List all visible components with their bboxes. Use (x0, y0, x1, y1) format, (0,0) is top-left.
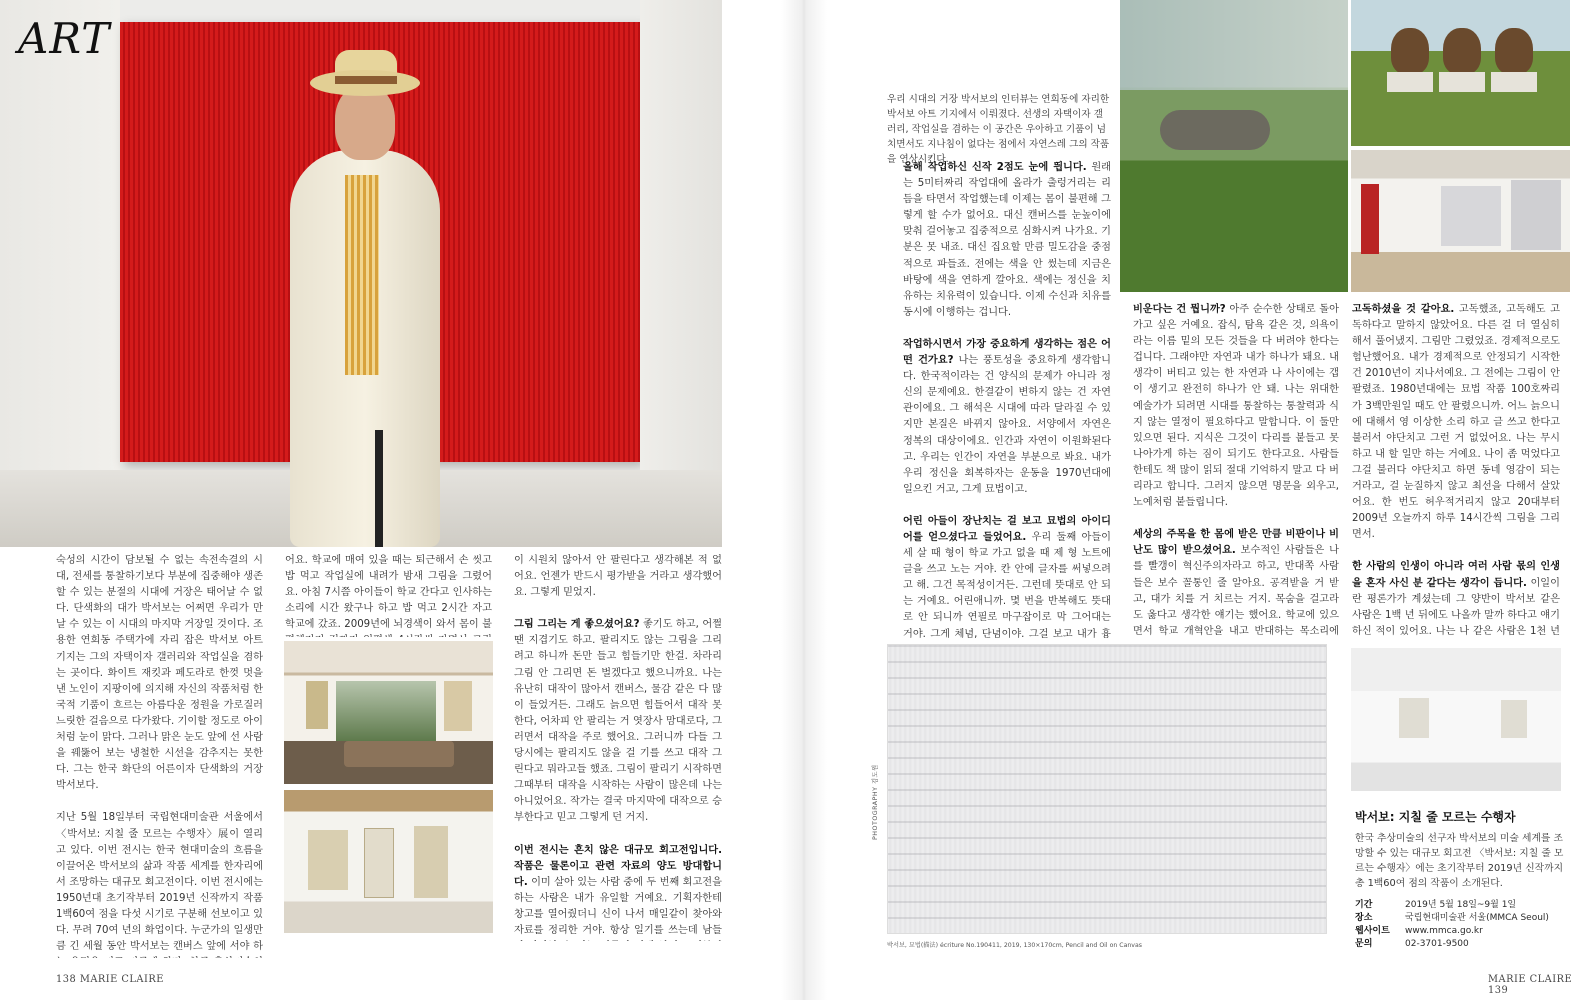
right-column-2 (1133, 302, 1339, 638)
detail-row: 웹사이트 www.mmca.go.kr (1355, 925, 1549, 938)
page-gutter (781, 0, 827, 1000)
qa-block (903, 337, 1111, 498)
bronze-heads-photo (1351, 0, 1570, 146)
exhibition-title: 박서보: 지칠 줄 모르는 수행자 (1355, 810, 1516, 824)
answer: 이일이란 평론가가 계셨는데 그 양반이 박서보 같은 사람은 1백 년 뒤에도 나올까 말까 하다고 얘기하신 적이 있어요. 나는 나 같은 사람은 1천 년 (1352, 577, 1560, 637)
section-title: ART (18, 14, 111, 63)
question: 어린 아들이 장난치는 걸 보고 묘법의 아이디어를 얻으셨다고 들었어요. (903, 515, 1111, 543)
question: 그림 그리는 게 좋으셨어요? (514, 619, 640, 631)
exhibition-description: 한국 추상미술의 선구자 박서보의 미술 세계를 조망할 수 있는 대규모 회고전 〈박서보: 지칠 줄 모르는 수행자〉에는 초기작부터 2019년 신작까지 총 1백60여 점의 작품이 소개된다. (1355, 833, 1564, 889)
answer: 원래는 5미터짜리 작업대에 올라가 출렁거리는 리듬을 타면서 작업했는데 이제는 몸이 불편해 그렇게 할 수가 없어요. 대신 캔버스를 눈높이에 맞춰 걸어놓고 집중적으로 심화시켜 나가요. 기분은 못 내죠. 대신 집요할 만큼 밀도감을 중점적으로 파들죠. 전에는 색을 안 썼는데 지금은 바탕에 색을 연하게 깔아요. 색에는 정신을 치유하는 치유력이 있습니다. 이제 수신과 치유를 동시에 이행하는 겁니다. (903, 162, 1111, 318)
answer: 우리 둘째 아들이 세 살 때 형이 학교 가고 없을 때 제 형 노트에 글을 쓰고 노는 거야. 칸 안에 글자를 써넣으려고 해. 그건 목적성이거든. 그런데 뜻대로 안 되는 거예요. 어린애니까. 몇 번을 반복해도 뜻대로 안 되니까 연필로 마구잡이로 막 그어대는 거야. 그게 체념, 단념이야. 그걸 보고 내가 흉 (903, 531, 1111, 638)
answer: 고독했죠, 고독해도 고독하다고 말하지 않았어요. 다른 걸 더 열심히 해서 풀어냈지. 그림만 그렸었죠. 경제적으로도 험난했어요. 내가 경제적으로 안정되기 시작한 건 2010년이 지나서예요. 그 전에는 그림이 안 팔렸죠. 1980년대에는 묘법 작품 100호짜리가 3백만원일 때도 안 팔렸으니까. 어느 늙으니에 대해서 영 이상한 소리 하고 글 쓰고 한다고 불러서 야단치고 그런 거 없었어요. 나는 무시하고 내 할 일만 하는 거예요. 나이 좀 먹었다고 그걸 불러다 야단치고 하면 동네 영감이 되는 거라고, 걸 눈질하지 않고 최선을 다해서 살았어요. 한 번도 허우적거리지 않고 20대부터 2009년 오늘까지 하루 14시간씩 그림을 그리면서. (1352, 304, 1560, 541)
question: 이번 전시는 흔치 않은 대규모 회고전입니다. 작품은 물론이고 관련 자료의 양도 방대합니다. (514, 844, 722, 888)
ecriture-artwork-photo (887, 644, 1327, 934)
right-column-1 (903, 160, 1111, 638)
artwork-caption: 박서보, 묘법(描法) écriture No.190411, 2019, 130×170cm, Pencil and Oil on Canvas (887, 942, 1142, 949)
detail-row: 장소 국립현대미술관 서울(MMCA Seoul) (1355, 913, 1549, 923)
detail-row: 기간 2019년 5월 18일~9월 1일 (1355, 900, 1517, 910)
answer: 좋기도 하고, 어쩔 땐 지겹기도 하고. 팔리지도 않는 그림을 그리려고 하니까 돈만 들고 힘들기만 한걸. 차라리 그림 안 그리면 돈 벌겠다고 했으니까요. 나는 유난히 대작이 많아서 캔버스, 물감 같은 다 많이 들었거든. 그래도 늙으면 힘들어서 대작 못 한다, 어차피 안 팔리는 거 엿장사 맘대로다, 그러면서 대작을 주로 했어요. 그러니까 다들 그 당시에는 팔리지도 않을 걸 기를 쓰고 대작 그린다고 뭐라고들 했죠. 그림이 팔리기 시작하면 그때부터 대작을 시작하는 사람이 많은데 나는 아니었어요. 작가는 결국 마지막에 대작으로 승부한다고 믿고 그렇게 던 거지. (514, 619, 722, 824)
question: 세상의 주목을 한 몸에 받은 만큼 비판이나 비난도 많이 받으셨어요. (1133, 529, 1339, 557)
question: 한 사람의 인생이 아니라 여러 사람 몫의 인생을 혼자 사신 분 같다는 생각이 듭니다. (1352, 561, 1560, 589)
garden-photo (1120, 0, 1348, 292)
qa-block (1133, 527, 1339, 638)
answer: 아주 순수한 상태로 돌아가고 싶은 거예요. 잡식, 탐욕 같은 것, 의욕이라는 이름 밑의 모든 것들을 다 버려야 한다는 겁니다. 그래야만 자연과 내가 하나가 돼요. 내 생각이 버티고 있는 한 자연과 나 사이에는 갭이 생기고 완전히 하나가 안 돼. 나는 위대한 예술가가 되려면 시대를 통찰하는 통찰력과 식지 않는 열정이 필요하다고 말합니다. 이 둘만 있으면 된다. 지식은 그것이 다리를 붙들고 못 나아가게 하는 짐이 되기도 한다고요. 사람들한테도 책 많이 읽되 절대 기억하지 말고 다 버리라고 합니다. 그러지 않으면 명문을 외우고, 노예처럼 붙들립니다. (1133, 304, 1339, 509)
answer: 이미 살아 있는 사람 중에 두 번째 회고전을 하는 사람은 내가 유일할 거예요. 기획자한테 창고를 열어줬더니 신이 나서 매일같이 찾아와 자료를 정리한 거야. 항상 일기를 쓰는데 남들 (514, 876, 722, 936)
exhibition-hall-photo (1351, 648, 1561, 791)
exhibition-details (1355, 899, 1549, 951)
detail-row: 문의 02-3701-9500 (1355, 939, 1469, 949)
left-column-1 (56, 553, 263, 958)
hero-portrait-photo (0, 0, 722, 547)
qa-block (514, 843, 722, 942)
exhibition-info-box (1355, 808, 1565, 951)
folio-right: MARIE CLAIRE 139 (1488, 974, 1573, 996)
question: 고독하셨을 것 같아요. (1352, 304, 1455, 315)
gallery-interior-photo (284, 790, 493, 933)
qa-block (514, 617, 722, 826)
answer: 보수적인 사람들은 나를 빨갱이 혁신주의자라고 하고, 반대쪽 사람들은 보수 꼴통인 줄 알아요. 공격받을 거 받고, 대가 치를 거 치르는 거지. 목숨을 걸고라도 옳다고 생각한 얘기는 했어요. 학교에 있으면서 학교 개혁안을 내고 반대하는 목소리에 (1133, 545, 1339, 637)
question: 비운다는 건 뭡니까? (1133, 304, 1226, 315)
answer-continued: 어요. 학교에 매여 있을 때는 퇴근해서 손 씻고 밥 먹고 작업실에 내려가 밤새 그림을 그렸어요. 아침 7시쯤 아이들이 학교 간다고 인사하는 소리에 시간 왔구나 하고 밥 먹고 2시간 자고 학교에 갔죠. 2009년에 뇌경색이 와서 몸이 불 (285, 555, 492, 631)
qa-block (903, 514, 1111, 638)
intro-paragraph-1: 숙성의 시간이 담보될 수 없는 속전속결의 시대, 전세를 통찰하기보다 부분에 집중해야 생존할 수 있는 분절의 시대에 거장은 태어날 수 없다. 단색화의 대가 박서보는 어쩌면 우리가 만날 수 있는 이 시대의 마지막 거장일 것이다. 조용한 연희동 주택가에 자리 잡은 박서보 아트 기지는 그의 자택이자 갤러리와 작업실을 겸하는 곳이다. 화이트 재킷과 페도라로 한껏 멋을 낸 노인이 지팡이에 의지해 자신의 작품처럼 한국적 기품이 흐르는 아름다운 정원을 가로질러 느릿한 걸음으로 다가왔다. 기이할 정도로 아이처럼 눈이 맑다. 그러나 맑은 눈도 앞에 선 사람을 꿰뚫어 보는 냉철한 시선을 감추지는 못한다. 그는 한국 화단의 어른이자 단색화의 거장 박서보다. (56, 555, 263, 792)
photo-credit: PHOTOGRAPHY 김도원 (872, 764, 879, 840)
answer: 나는 풍토성을 중요하게 생각합니다. 한국적이라는 건 양식의 문제가 아니라 정신의 문제예요. 한결같이 변하지 않는 건 자연관이에요. 그 해석은 시대에 따라 달라질 수 있지만 본질은 바뀌지 않아요. 서양에서 자연은 정복의 대상이에요. 인간과 자연이 이원화된다고. 우리는 인간이 자연을 부분으로 봐요. 내가 우리 정신을 회복하자는 운동을 1970년대에 일으킨 거고, 그게 묘법이고. (903, 355, 1111, 495)
right-column-3 (1352, 302, 1560, 638)
qa-block (1352, 302, 1560, 543)
qa-block (1352, 559, 1560, 638)
left-column-3 (514, 553, 722, 941)
gallery-hall-photo (1351, 150, 1570, 292)
answer-continued: 이 시원치 않아서 안 팔린다고 생각해본 적 없어요. 언젠가 반드시 평가받을 거라고 생각했어요. 그렇게 믿었지. (514, 555, 722, 599)
intro-paragraph-2: 지난 5월 18일부터 국립현대미술관 서울에서 〈박서보: 지칠 줄 모르는 수행자〉展이 열리고 있다. 이번 전시는 한국 현대미술의 흐름을 이끌어온 박서보의 삶과 작품 세계를 한자리에서 조망하는 대규모 회고전이다. 이번 전시에는 1950년대 초기작부터 2019년 신작까지 작품 1백60여 점을 다섯 시기로 구분해 선보이고 있다. 무려 70여 년의 화업이다. 누군가의 일생만큼 긴 세월 동안 박서보는 캔버스 앞에 서야 하 (56, 812, 263, 953)
qa-block (1133, 302, 1339, 511)
question: 작업하시면서 가장 중요하게 생각하는 점은 어떤 건가요? (903, 338, 1111, 367)
qa-block (903, 160, 1111, 321)
question: 올해 작업하신 신작 2점도 눈에 띕니다. (903, 162, 1087, 173)
living-room-photo (284, 641, 493, 784)
photo-caption: 우리 시대의 거장 박서보의 인터뷰는 연희동에 자리한 박서보 아트 기지에서 이뤄졌다. 선생의 자택이자 갤러리, 작업실을 겸하는 이 공간은 우아하고 기품이 넘치면서도 지나침이 없다는 점에서 자연스레 그의 작품을 연상시킨다. (887, 94, 1110, 165)
website-link[interactable]: www.mmca.go.kr (1405, 926, 1483, 936)
walking-cane (375, 430, 383, 547)
folio-left: 138 MARIE CLAIRE (56, 974, 164, 985)
